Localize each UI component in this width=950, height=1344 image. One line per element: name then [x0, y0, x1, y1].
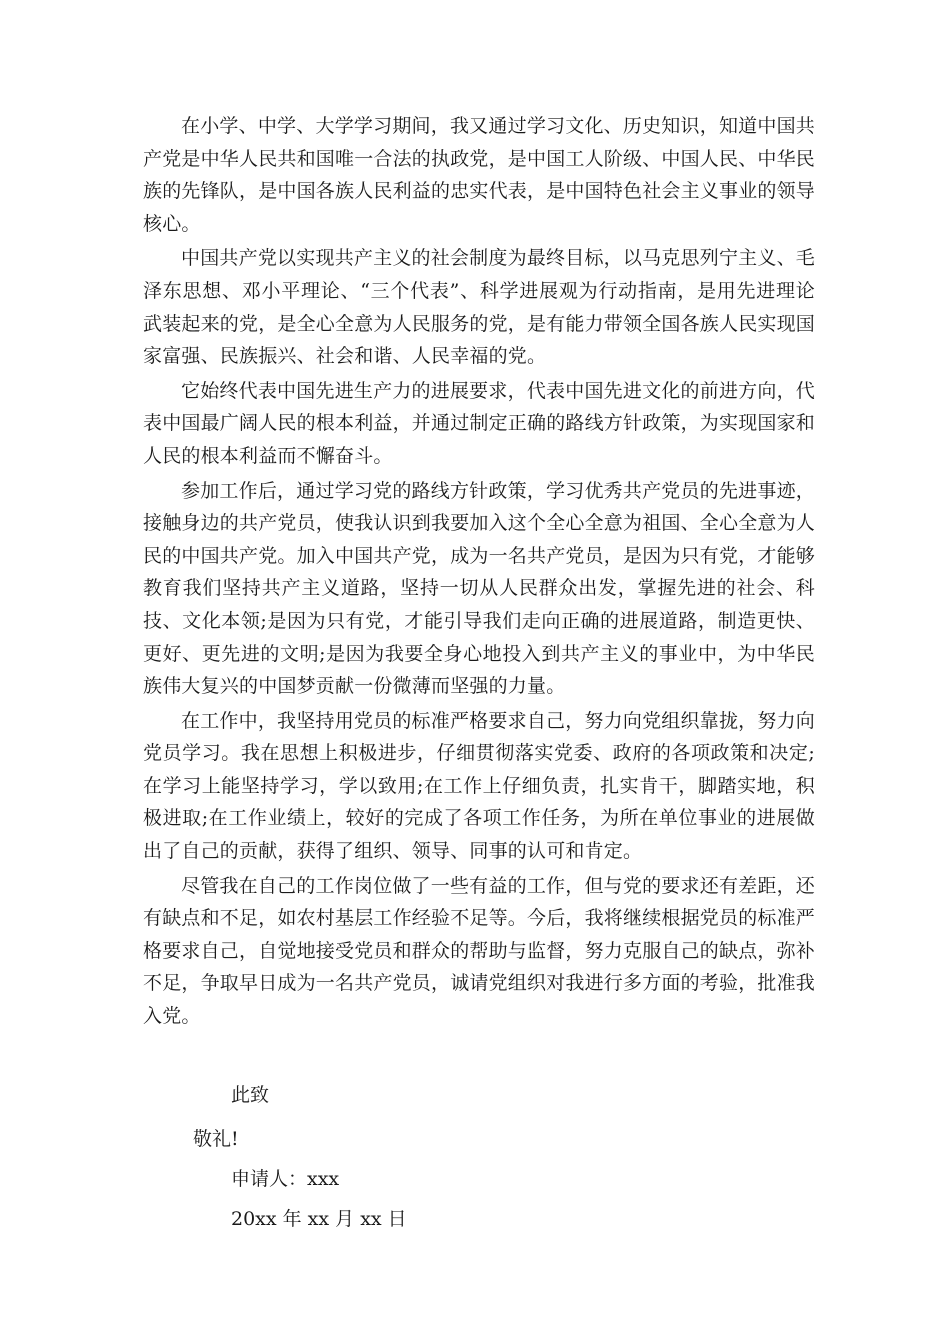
paragraph: 它始终代表中国先进生产力的进展要求，代表中国先进文化的前进方向，代表中国最广阔人民的根本利益，并通过制定正确的路线方针政策，为实现国家和人民的根本利益而不懈奋斗。 — [143, 379, 816, 467]
letter-date: 20xx 年 xx 月 xx 日 — [231, 1208, 407, 1230]
paragraph: 参加工作后，通过学习党的路线方针政策，学习优秀共产党员的先进事迹，接触身边的共产党员，使我认识到我要加入这个全心全意为祖国、全心全意为人民的中国共产党。加入中国共产党，成为一名共产党员，是因为只有党，才能够教育我们坚持共产主义道路，坚持一切从人民群众出发，掌握先进的社会、科技、文化本领;是因为只有党，才能引导我们走向正确的进展道路，制造更快、更好、更先进的文明;是因为我要全身心地投入到共产主义的事业中，为中华民族伟大复兴的中国梦贡献一份微薄而坚强的力量。 — [143, 479, 816, 698]
paragraph: 在小学、中学、大学学习期间，我又通过学习文化、历史知识，知道中国共产党是中华人民共和国唯一合法的执政党，是中国工人阶级、中国人民、中华民族的先锋队，是中国各族人民利益的忠实代表，是中国特色社会主义事业的领导核心。 — [143, 115, 816, 235]
closing-salutation: 此致 — [231, 1084, 270, 1106]
closing-regards: 敬礼! — [193, 1128, 239, 1150]
paragraph: 在工作中，我坚持用党员的标准严格要求自己，努力向党组织靠拢，努力向党员学习。我在思想上积极进步，仔细贯彻落实党委、政府的各项政策和决定;在学习上能坚持学习，学以致用;在工作上仔细负责，扎实肯干，脚踏实地，积极进取;在工作业绩上，较好的完成了各项工作任务，为所在单位事业的进展做出了自己的贡献，获得了组织、领导、同事的认可和肯定。 — [143, 709, 815, 863]
paragraph: 尽管我在自己的工作岗位做了一些有益的工作，但与党的要求还有差距，还有缺点和不足，如农村基层工作经验不足等。今后，我将继续根据党员的标准严格要求自己，自觉地接受党员和群众的帮助与监督，努力克服自己的缺点，弥补不足，争取早日成为一名共产党员，诚请党组织对我进行多方面的考验，批准我入党。 — [143, 874, 816, 1028]
applicant-signature: 申请人：xxx — [231, 1168, 340, 1190]
letter-body — [143, 110, 815, 1035]
paragraph: 中国共产党以实现共产主义的社会制度为最终目标，以马克思列宁主义、毛泽东思想、邓小平理论、“三个代表”、科学进展观为行动指南，是用先进理论武装起来的党，是全心全意为人民服务的党，是有能力带领全国各族人民实现国家富强、民族振兴、社会和谐、人民幸福的党。 — [143, 247, 816, 368]
